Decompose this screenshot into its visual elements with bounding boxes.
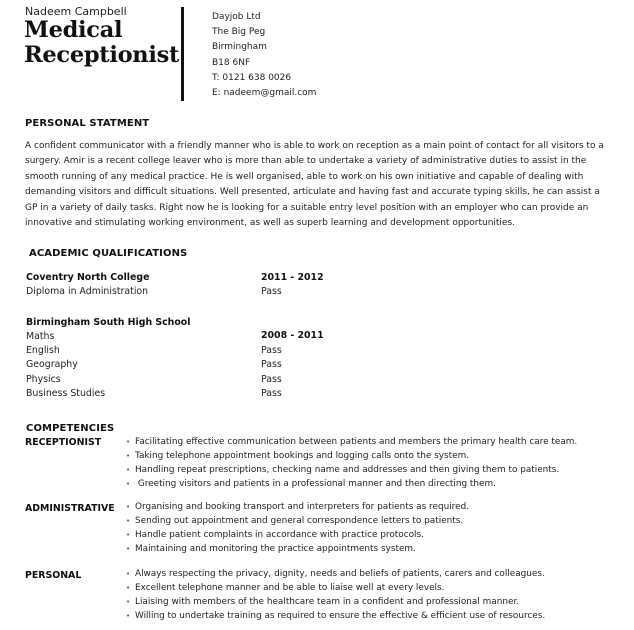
competency-list-receptionist — [126, 436, 577, 492]
bullet-icon: • — [126, 611, 131, 620]
list-item: • Liaising with members of the healthcare team in a confident and professional manner. — [126, 596, 545, 610]
contact-city: Birmingham — [212, 42, 267, 53]
job-title-line-2: Receptionist — [24, 42, 180, 68]
list-item: • Always respecting the privacy, dignity, needs and beliefs of patients, carers and colleagues. — [126, 568, 545, 582]
school-name: Birmingham South High School — [26, 317, 191, 328]
competencies-heading: COMPETENCIES — [26, 423, 115, 434]
bullet-icon: • — [126, 516, 131, 525]
list-item: • Organising and booking transport and interpreters for patients as required. — [126, 501, 469, 515]
list-item: • Handling repeat prescriptions, checking name and addresses and then giving them to patients. — [126, 464, 577, 478]
bullet-icon: • — [126, 597, 131, 606]
subject-result: Pass — [261, 345, 282, 356]
list-item: • Facilitating effective communication between patients and members the primary health care team. — [126, 436, 577, 450]
competency-list-administrative — [126, 501, 469, 557]
competency-label-personal: PERSONAL — [25, 570, 82, 581]
subject-name: English — [26, 345, 60, 356]
bullet-icon: • — [126, 503, 131, 511]
bullet-icon: • — [126, 570, 131, 578]
bullet-icon: • — [126, 479, 131, 488]
subject-result: Pass — [261, 374, 282, 385]
college-years: 2011 - 2012 — [261, 272, 324, 283]
competency-label-administrative: ADMINISTRATIVE — [25, 503, 115, 514]
college-name: Coventry North College — [26, 272, 150, 283]
college-course: Diploma in Administration — [26, 286, 149, 297]
subject-result: Pass — [261, 359, 282, 370]
contact-company: Dayjob Ltd — [212, 12, 261, 22]
school-years: 2008 - 2011 — [261, 330, 324, 341]
competency-label-receptionist: RECEPTIONIST — [25, 437, 102, 448]
contact-block — [212, 10, 316, 101]
contact-postcode: B18 6NF — [212, 57, 251, 68]
header-divider — [181, 7, 184, 101]
job-title-line-1: Medical — [24, 17, 123, 43]
bullet-icon: • — [126, 438, 131, 446]
contact-phone: T: 0121 638 0026 — [212, 72, 292, 83]
subject-name: Maths — [26, 331, 55, 342]
bullet-icon: • — [126, 583, 131, 592]
college-result: Pass — [261, 286, 282, 297]
list-item: • Maintaining and monitoring the practice appointments system. — [126, 543, 469, 557]
subject-name: Business Studies — [26, 388, 106, 399]
list-item: • Excellent telephone manner and be able to liaise well at every levels. — [126, 582, 545, 596]
list-item: • Willing to undertake training as required to ensure the effective & efficient use of resources. — [126, 610, 545, 624]
list-item: • Taking telephone appointment bookings and logging calls onto the system. — [126, 450, 577, 464]
bullet-icon: • — [126, 451, 131, 460]
bullet-icon: • — [126, 530, 131, 539]
competency-list-personal — [126, 568, 545, 624]
contact-address-line-1: The Big Peg — [212, 27, 266, 38]
list-item: • Greeting visitors and patients in a professional manner and then directing them. — [126, 478, 577, 492]
academic-qualifications-heading: ACADEMIC QUALIFICATIONS — [29, 248, 188, 259]
list-item: • Handle patient complaints in accordance with practice protocols. — [126, 529, 469, 543]
subject-name: Geography — [26, 359, 78, 370]
bullet-icon: • — [126, 544, 131, 553]
personal-statement-text: A confident communicator with a friendly manner who is able to work on reception as a main point of contact for all visitors to a surgery. Amir is a recent college leaver who is more than able to undertake a variety of administrative duties to assist in the smooth running of any medical practice. He is well organised, able to work on his own initiative and capable of dealing with demanding visitors and difficult situations. Well presented, articulate and having fast and accurate typing skills, he can assist a GP in a variety of daily tasks. Right now he is looking for a suitable entry level position with an employer who can provide an innovative and stimulating working environment, as well as superb learning and development opportunities. — [25, 141, 604, 229]
list-item: • Sending out appointment and general correspondence letters to patients. — [126, 515, 469, 529]
subject-result: Pass — [261, 388, 282, 399]
contact-email[interactable]: E: nadeem@gmail.com — [212, 88, 317, 99]
personal-statement-heading: PERSONAL STATMENT — [25, 118, 150, 129]
subject-name: Physics — [26, 374, 61, 385]
candidate-name: Nadeem Campbell — [25, 5, 127, 18]
bullet-icon: • — [126, 465, 131, 474]
